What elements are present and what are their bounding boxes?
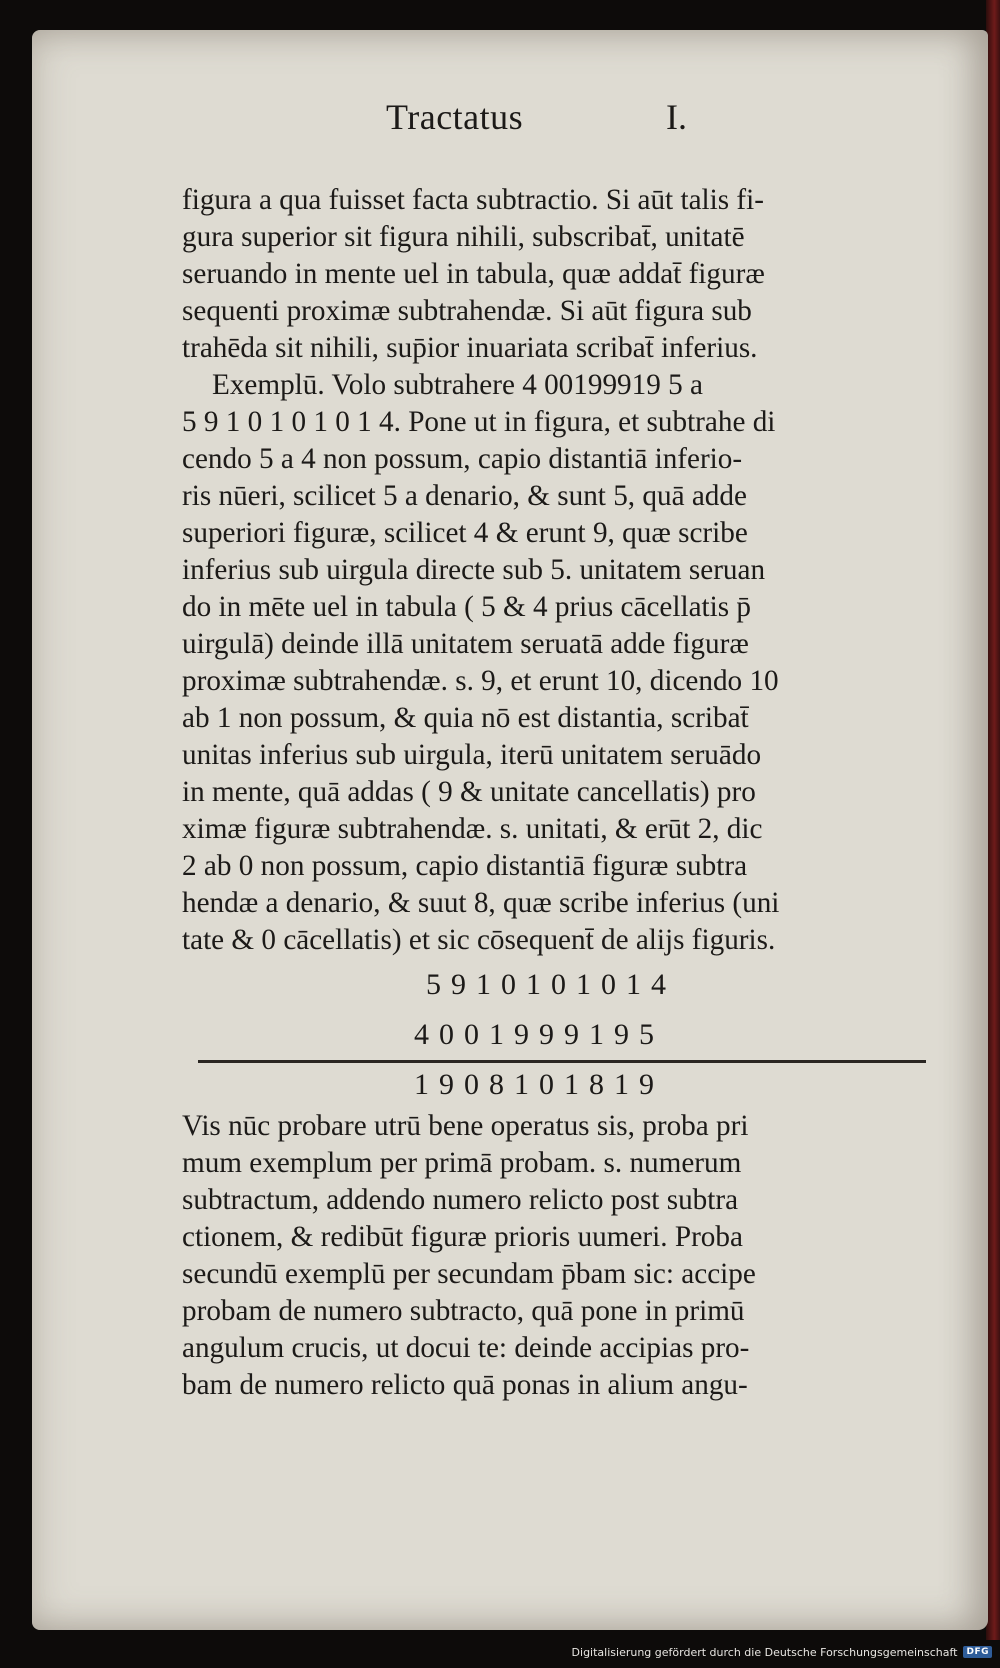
text-line: 2 ab 0 non possum, capio distantiā figuræ subtra	[182, 850, 748, 882]
example-result: 1908101819	[414, 1068, 664, 1101]
text-line: Vis nūc probare utrū bene operatus sis, proba pri	[182, 1110, 749, 1142]
text-line: subtractum, addendo numero relicto post subtra	[182, 1184, 739, 1216]
text-line: ctionem, & redibūt figuræ prioris uumeri. Proba	[182, 1221, 743, 1253]
text-line: ris nūeri, scilicet 5 a denario, & sunt 5, quā adde	[182, 480, 747, 512]
example-minuend: 5910101014	[426, 968, 676, 1001]
text-line: hendæ a denario, & suut 8, quæ scribe inferius (uni	[182, 887, 780, 919]
text-line: unitas inferius sub uirgula, iterū unitatem seruādo	[182, 739, 762, 771]
folio-number: I.	[666, 97, 687, 137]
dfg-logo-icon: DFG	[963, 1646, 992, 1658]
book-page	[32, 30, 988, 1630]
body-text-lower	[182, 1108, 756, 1404]
text-line: trahēda sit nihili, sup̄ior inuariata scribat̄ inferius.	[182, 332, 758, 364]
text-line: do in mēte uel in tabula ( 5 & 4 prius cācellatis p̄	[182, 591, 751, 623]
book-binding-edge	[986, 0, 1000, 1640]
digitization-credit	[572, 1642, 992, 1662]
text-line: inferius sub uirgula directe sub 5. unitatem seruan	[182, 554, 766, 586]
page-content	[182, 88, 950, 1401]
text-line: uirgulā) deinde illā unitatem seruatā adde figuræ	[182, 628, 749, 660]
text-line: seruando in mente uel in tabula, quæ addat̄ figuræ	[182, 258, 765, 290]
text-line: 5 9 1 0 1 0 1 0 1 4. Pone ut in figura, et subtrahe di	[182, 406, 776, 438]
page-header	[182, 88, 950, 148]
text-line: ab 1 non possum, & quia nō est distantia, scribat̄	[182, 702, 749, 734]
credit-text: Digitalisierung gefördert durch die Deutsche Forschungsgemeinschaft	[571, 1645, 958, 1659]
text-line: angulum crucis, ut docui te: deinde accipias pro-	[182, 1332, 750, 1364]
text-line: probam de numero subtracto, quā pone in primū	[182, 1295, 745, 1327]
text-line: in mente, quā addas ( 9 & unitate cancellatis) pro	[182, 776, 756, 808]
running-title: Tractatus	[386, 97, 524, 137]
text-line: proximæ subtrahendæ. s. 9, et erunt 10, dicendo 10	[182, 665, 779, 697]
example-rule-line	[198, 1060, 926, 1063]
text-line: Exemplū. Volo subtrahere 4 00199919 5 a	[212, 369, 703, 401]
text-line: sequenti proximæ subtrahendæ. Si aūt figura sub	[182, 295, 752, 327]
text-line: mum exemplum per primā probam. s. numerum	[182, 1147, 742, 1179]
text-line: gura superior sit figura nihili, subscribat̄, unitatē	[182, 221, 745, 253]
text-line: superiori figuræ, scilicet 4 & erunt 9, quæ scribe	[182, 517, 748, 549]
text-line: cendo 5 a 4 non possum, capio distantiā inferio-	[182, 443, 743, 475]
text-line: figura a qua fuisset facta subtractio. Si aūt talis fi-	[182, 184, 764, 216]
example-subtrahend: 4001999195	[414, 1018, 664, 1051]
text-line: secundū exemplū per secundam p̄bam sic: accipe	[182, 1258, 756, 1290]
text-line: ximæ figuræ subtrahendæ. s. unitati, & erūt 2, dic	[182, 813, 763, 845]
body-text-upper	[182, 182, 779, 959]
text-line: tate & 0 cācellatis) et sic cōsequent̄ de alijs figuris.	[182, 924, 776, 956]
text-line: bam de numero relicto quā ponas in alium angu-	[182, 1369, 748, 1401]
